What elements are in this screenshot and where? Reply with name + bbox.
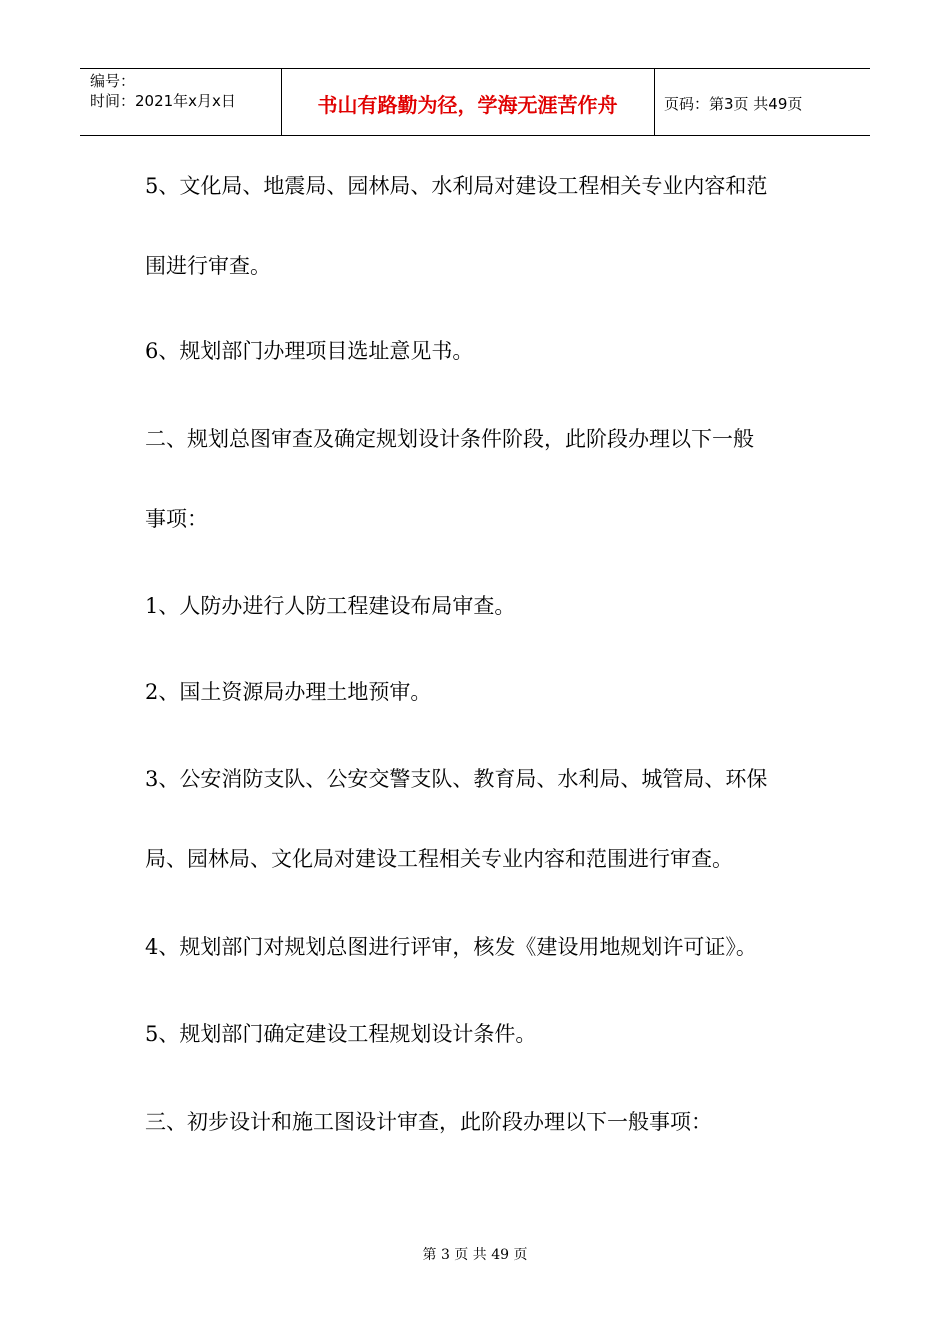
body-line: 6、规划部门办理项目选址意见书。 bbox=[145, 339, 474, 363]
header-meta bbox=[90, 71, 236, 111]
header-divider-right bbox=[654, 69, 655, 136]
body-line: 3、公安消防支队、公安交警支队、教育局、水利局、城管局、环保 bbox=[145, 767, 768, 791]
body-line: 三、初步设计和施工图设计审查，此阶段办理以下一般事项： bbox=[145, 1110, 712, 1134]
page-footer: 第 3 页 共 49 页 bbox=[422, 1247, 528, 1263]
body-line: 局、园林局、文化局对建设工程相关专业内容和范围进行审查。 bbox=[145, 847, 733, 871]
body-line: 1、人防办进行人防工程建设布局审查。 bbox=[145, 594, 516, 618]
document-header bbox=[80, 68, 870, 136]
document-date-label: 时间：2021年x月x日 bbox=[90, 92, 236, 110]
header-motto: 书山有路勤为径，学海无涯苦作舟 bbox=[317, 93, 618, 117]
header-page-info: 页码：第3页 共49页 bbox=[664, 95, 803, 113]
body-line: 2、国土资源局办理土地预审。 bbox=[145, 680, 432, 704]
document-number-label: 编号： bbox=[90, 72, 136, 90]
body-line: 事项： bbox=[145, 507, 208, 531]
body-line: 5、文化局、地震局、园林局、水利局对建设工程相关专业内容和范 bbox=[145, 174, 768, 198]
body-line: 二、规划总图审查及确定规划设计条件阶段，此阶段办理以下一般 bbox=[145, 427, 754, 451]
body-line: 4、规划部门对规划总图进行评审，核发《建设用地规划许可证》。 bbox=[145, 935, 757, 959]
body-line: 围进行审查。 bbox=[145, 254, 271, 278]
body-line: 5、规划部门确定建设工程规划设计条件。 bbox=[145, 1022, 537, 1046]
